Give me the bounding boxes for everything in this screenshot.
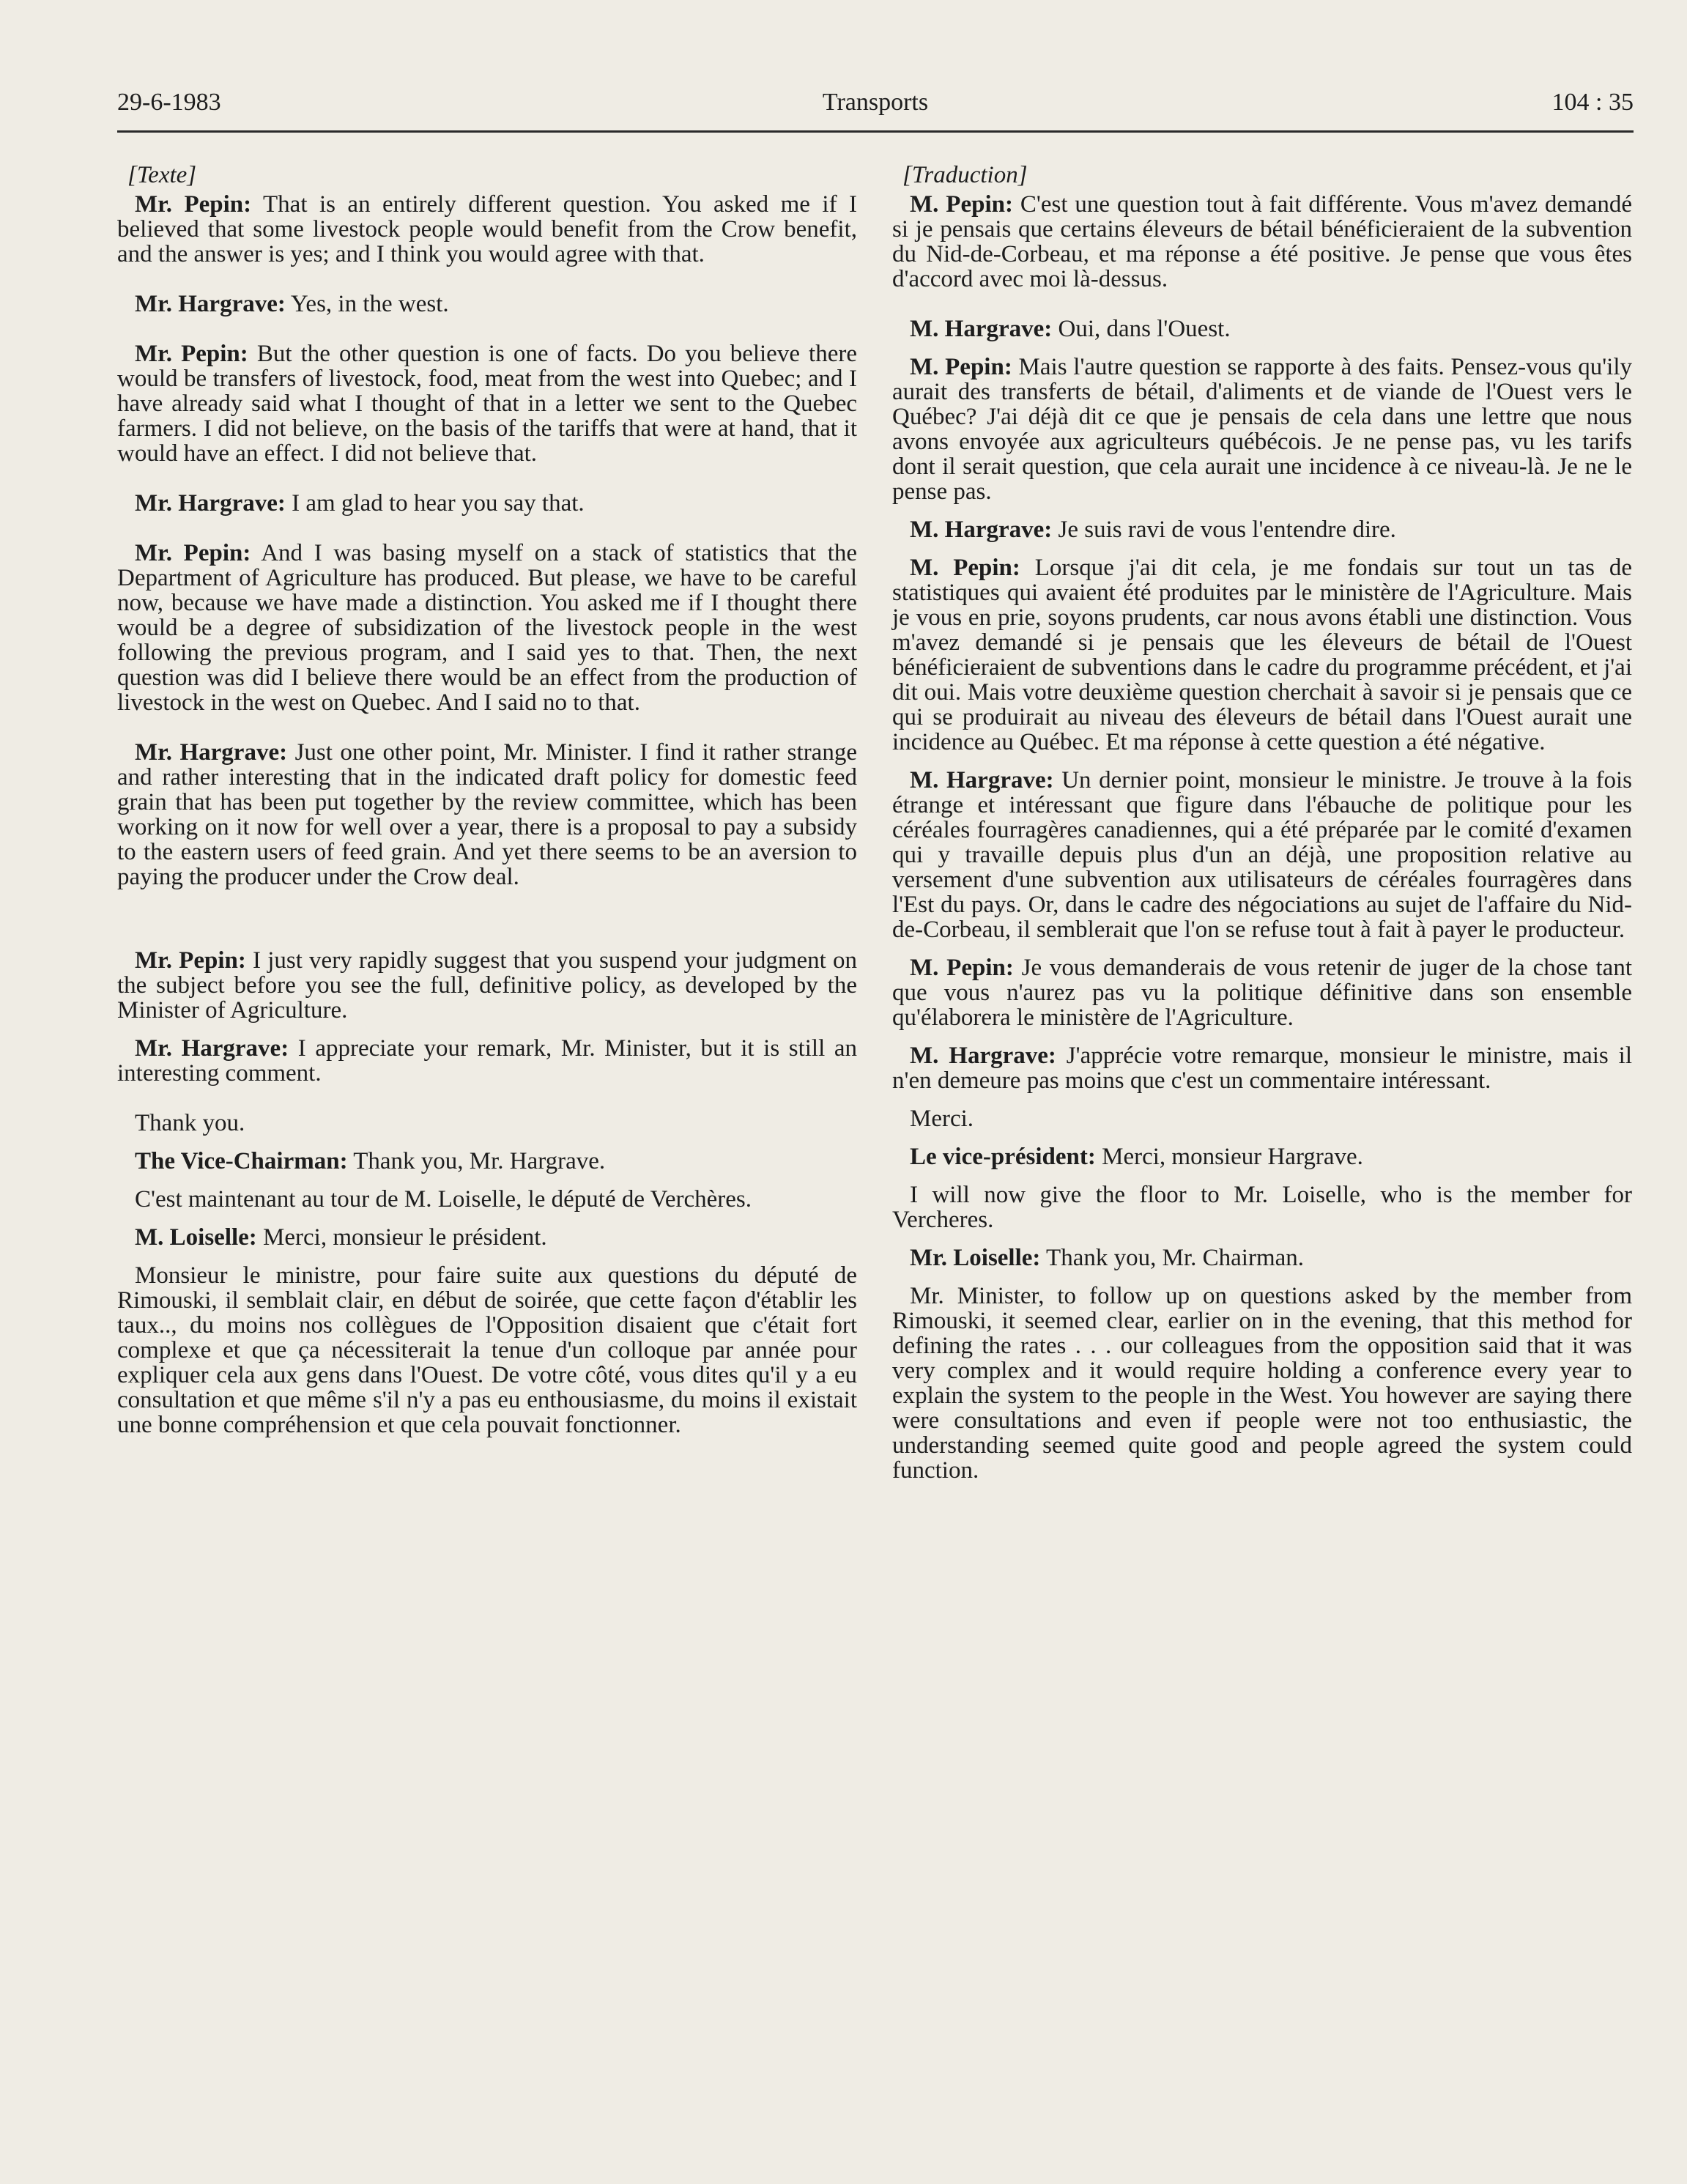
speaker-name: M. Hargrave:: [910, 316, 1053, 342]
paragraph: [892, 1043, 1632, 1093]
speech-text: I appreciate your remark, Mr. Minister, but it is still an interesting comment.: [117, 1035, 857, 1087]
speech-text: Just one other point, Mr. Minister. I find it rather strange and rather interesting that in the indicated draft policy for domestic feed grain that has been put together by the review committee, which has been working on it now for well over a year, there is a proposal to pay a subsidy to the eastern users of feed grain. And yet there seems to be an aversion to paying the producer under the Crow deal.: [117, 739, 857, 890]
speech-text: Thank you.: [135, 1110, 245, 1136]
paragraph: [892, 1106, 1632, 1131]
paragraph: [117, 740, 857, 889]
speaker-name: Mr. Pepin:: [135, 191, 252, 218]
speech-text: Monsieur le ministre, pour faire suite aux questions du député de Rimouski, il semblait clair, en début de soirée, que cette façon d'établir les taux.., du moins nos collègues de l'Opposition disaient que c'était fort complexe et que ça nécessiterait la tenue d'un colloque par année pour expliquer cela aux gens dans l'Ouest. De votre côté, vous dites qu'il y a eu consultation et que même s'il n'y a pas eu enthousiasme, du moins il existait une bonne compréhension et que cela pouvait fonctionner.: [117, 1262, 857, 1438]
paragraph: [892, 517, 1632, 542]
paragraph: [892, 1182, 1632, 1232]
paragraph: [117, 1225, 857, 1250]
paragraph: [892, 1144, 1632, 1169]
speaker-name: Mr. Hargrave:: [135, 739, 288, 766]
english-column: [117, 163, 857, 1462]
header-page-number: 104 : 35: [1551, 89, 1634, 116]
speech-text: That is an entirely different question. You asked me if I believed that some livestock people would benefit from the Crow benefit, and the answer is yes; and I think you would agree with that.: [117, 191, 858, 267]
speech-text: C'est une question tout à fait différente. Vous m'avez demandé si je pensais que certains éleveurs de bétail bénéficieraient de la subvention du Nid-de-Corbeau, et ma réponse a été positive. Je pense que vous êtes d'accord avec moi là-dessus.: [892, 191, 1632, 292]
speech-text: Thank you, Mr. Hargrave.: [347, 1148, 606, 1174]
speaker-name: The Vice-Chairman:: [135, 1148, 348, 1174]
speech-text: Je suis ravi de vous l'entendre dire.: [1052, 517, 1396, 543]
language-tag: [Texte]: [127, 162, 197, 188]
speech-text: Thank you, Mr. Chairman.: [1040, 1245, 1305, 1271]
paragraph: [117, 1149, 857, 1174]
speaker-name: Mr. Loiselle:: [910, 1245, 1041, 1271]
paragraph: [892, 1284, 1632, 1483]
language-tag: [Traduction]: [902, 162, 1028, 188]
paragraph: [117, 292, 857, 317]
speech-text: Merci, monsieur le président.: [256, 1224, 547, 1251]
french-translation-column: [892, 163, 1632, 1508]
paragraph: [117, 1111, 857, 1136]
speaker-name: M. Pepin:: [910, 354, 1012, 380]
speech-text: Merci, monsieur Hargrave.: [1095, 1144, 1363, 1170]
speech-text: I just very rapidly suggest that you suspend your judgment on the subject before you see the full, definitive policy, as developed by the Minister of Agriculture.: [117, 947, 857, 1023]
speech-text: Mr. Minister, to follow up on questions asked by the member from Rimouski, it seemed clear, earlier on in the evening, that this method for defining the rates . . . our colleagues from the opposition said that it was very complex and it would require holding a conference every year to explain the system to the people in the West. You however are saying there were consultations and even if people were not too enthusiastic, the understanding seemed quite good and people agreed the system could function.: [892, 1283, 1632, 1484]
page-header: [117, 86, 1634, 133]
speech-text: Lorsque j'ai dit cela, je me fondais sur tout un tas de statistiques qui avaient été produites par le ministère de l'Agriculture. Mais je vous en prie, soyons prudents, car nous avons établi une distinction. Vous m'avez demandé si je pensais que les éleveurs de bétail de l'Ouest bénéficieraient de subventions dans le cadre du programme précédent, et j'ai dit oui. Mais votre deuxième question cherchait à savoir si je pensais que ce qui se produirait au niveau des éleveurs de bétail dans l'Ouest aurait une incidence au Québec. Et ma réponse à cette question a été négative.: [892, 555, 1632, 755]
speech-text: I will now give the floor to Mr. Loiselle, who is the member for Vercheres.: [892, 1182, 1632, 1233]
speech-text: Yes, in the west.: [285, 291, 449, 317]
paragraph: [892, 317, 1632, 341]
paragraph: [892, 768, 1632, 942]
paragraph: [117, 491, 857, 516]
speaker-name: Mr. Pepin:: [135, 540, 251, 566]
paragraph: [892, 355, 1632, 504]
paragraph: [117, 1263, 857, 1437]
speaker-name: Mr. Pepin:: [135, 947, 246, 974]
speaker-name: Mr. Pepin:: [135, 341, 248, 367]
speaker-name: Mr. Hargrave:: [135, 490, 286, 517]
speech-text: Je vous demanderais de vous retenir de juger de la chose tant que vous n'aurez pas vu la politique définitive dans son ensemble qu'élaborera le ministère de l'Agriculture.: [892, 955, 1632, 1031]
speaker-name: M. Pepin:: [910, 555, 1020, 581]
paragraph: [117, 1187, 857, 1212]
speaker-name: M. Pepin:: [910, 191, 1013, 218]
speech-text: C'est maintenant au tour de M. Loiselle, le député de Verchères.: [135, 1186, 752, 1213]
paragraph: [117, 1036, 857, 1086]
paragraph: [892, 192, 1632, 292]
speech-text: And I was basing myself on a stack of statistics that the Department of Agriculture has produced. But please, we have to be careful now, because we have made a distinction. You asked me if I thought there would be a degree of subsidization of the livestock people in the west following the previous program, and I said yes to that. Then, the next question was did I believe there would be an effect from the production of livestock in the west on Quebec. And I said no to that.: [117, 540, 858, 716]
speech-text: But the other question is one of facts. Do you believe there would be transfers of livestock, food, meat from the west into Quebec; and I have already said what I thought of that in a letter we sent to the Quebec farmers. I did not believe, on the basis of the tariffs that were at hand, that it would have an effect. I did not believe that.: [117, 341, 857, 467]
paragraph: [892, 1245, 1632, 1270]
paragraph: [117, 341, 857, 466]
speaker-name: Le vice-président:: [910, 1144, 1096, 1170]
speech-text: Mais l'autre question se rapporte à des faits. Pensez-vous qu'ily aurait des transferts de bétail, d'aliments et de viande de l'Ouest vers le Québec? J'ai déjà dit ce que je pensais de cela dans une lettre que nous avons envoyée aux agriculteurs québécois. Je ne pense pas, vu les tarifs dont il serait question, que cela aurait une incidence à ce niveau-là. Je ne le pense pas.: [892, 354, 1632, 505]
paragraph: [892, 555, 1632, 755]
speaker-name: Mr. Hargrave:: [135, 1035, 289, 1062]
speech-text: I am glad to hear you say that.: [285, 490, 585, 517]
paragraph: [117, 948, 857, 1023]
speech-text: Merci.: [910, 1106, 974, 1132]
speaker-name: M. Loiselle:: [135, 1224, 257, 1251]
speaker-name: M. Pepin:: [910, 955, 1014, 981]
speaker-name: M. Hargrave:: [910, 767, 1054, 793]
speech-text: J'apprécie votre remarque, monsieur le ministre, mais il n'en demeure pas moins que c'est un commentaire intéressant.: [892, 1043, 1633, 1094]
speaker-name: Mr. Hargrave:: [135, 291, 286, 317]
speaker-name: M. Hargrave:: [910, 517, 1053, 543]
header-date: 29-6-1983: [117, 89, 221, 116]
speech-text: Un dernier point, monsieur le ministre. Je trouve à la fois étrange et intéressant que figure dans l'ébauche de politique pour les céréales fourragères canadiennes, qui a été préparée par le comité d'examen qui y travaille depuis plus d'un an déjà, une proposition relative au versement d'une subvention aux utilisateurs de céréales fourragères dans l'Est du pays. Or, dans le cadre des négociations au sujet de l'affaire du Nid-de-Corbeau, il semblerait que l'on se refuse tout à fait à payer le producteur.: [892, 767, 1632, 943]
paragraph: [892, 955, 1632, 1030]
header-title: Transports: [822, 89, 929, 116]
speaker-name: M. Hargrave:: [910, 1043, 1056, 1069]
paragraph: [117, 541, 857, 715]
paragraph: [117, 192, 857, 267]
speech-text: Oui, dans l'Ouest.: [1052, 316, 1231, 342]
